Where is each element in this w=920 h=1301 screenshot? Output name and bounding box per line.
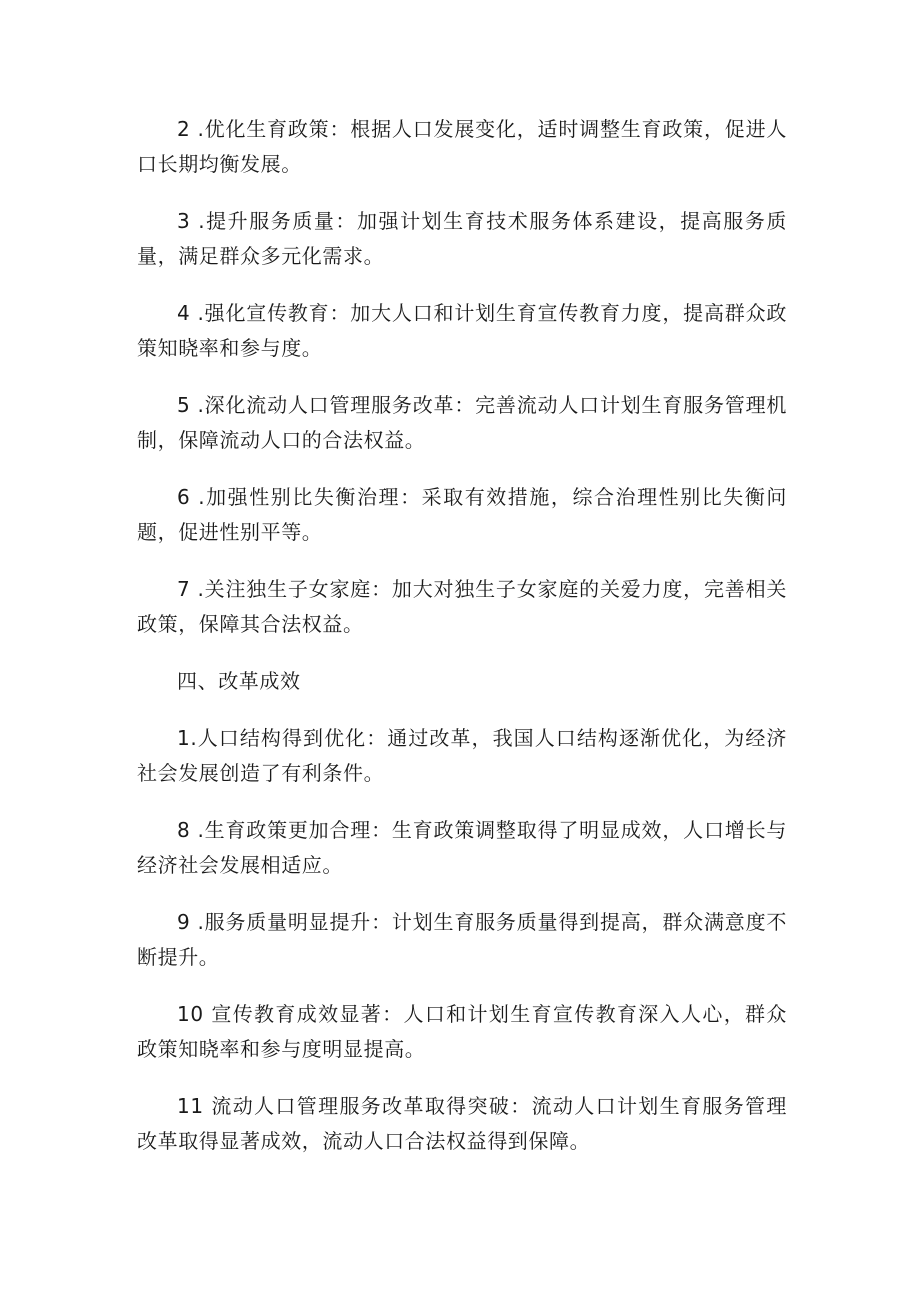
paragraph-result-10: 10 宣传教育成效显著：人口和计划生育宣传教育深入人心，群众政策知晓率和参与度明显提高。 (137, 1002, 787, 1061)
paragraph-measure-5: 5 .深化流动人口管理服务改革：完善流动人口计划生育服务管理机制，保障流动人口的合法权益。 (137, 393, 787, 452)
paragraph-result-11: 11 流动人口管理服务改革取得突破：流动人口计划生育服务管理改革取得显著成效，流动人口合法权益得到保障。 (137, 1094, 787, 1153)
paragraph-measure-3: 3 .提升服务质量：加强计划生育技术服务体系建设，提高服务质量，满足群众多元化需求。 (137, 209, 787, 268)
document-body (137, 112, 787, 1181)
paragraph-measure-4: 4 .强化宣传教育：加大人口和计划生育宣传教育力度，提高群众政策知晓率和参与度。 (137, 301, 787, 360)
paragraph-measure-2: 2 .优化生育政策：根据人口发展变化，适时调整生育政策，促进人口长期均衡发展。 (137, 117, 787, 176)
paragraph-measure-7: 7 .关注独生子女家庭：加大对独生子女家庭的关爱力度，完善相关政策，保障其合法权益。 (137, 577, 787, 636)
section-heading: 四、改革成效 (177, 669, 301, 693)
paragraph-measure-6: 6 .加强性别比失衡治理：采取有效措施，综合治理性别比失衡问题，促进性别平等。 (137, 485, 787, 544)
paragraph-result-1: 1.人口结构得到优化：通过改革，我国人口结构逐渐优化，为经济社会发展创造了有利条件。 (137, 726, 787, 785)
paragraph-result-9: 9 .服务质量明显提升：计划生育服务质量得到提高，群众满意度不断提升。 (137, 910, 787, 969)
paragraph-result-8: 8 .生育政策更加合理：生育政策调整取得了明显成效，人口增长与经济社会发展相适应。 (137, 818, 787, 877)
